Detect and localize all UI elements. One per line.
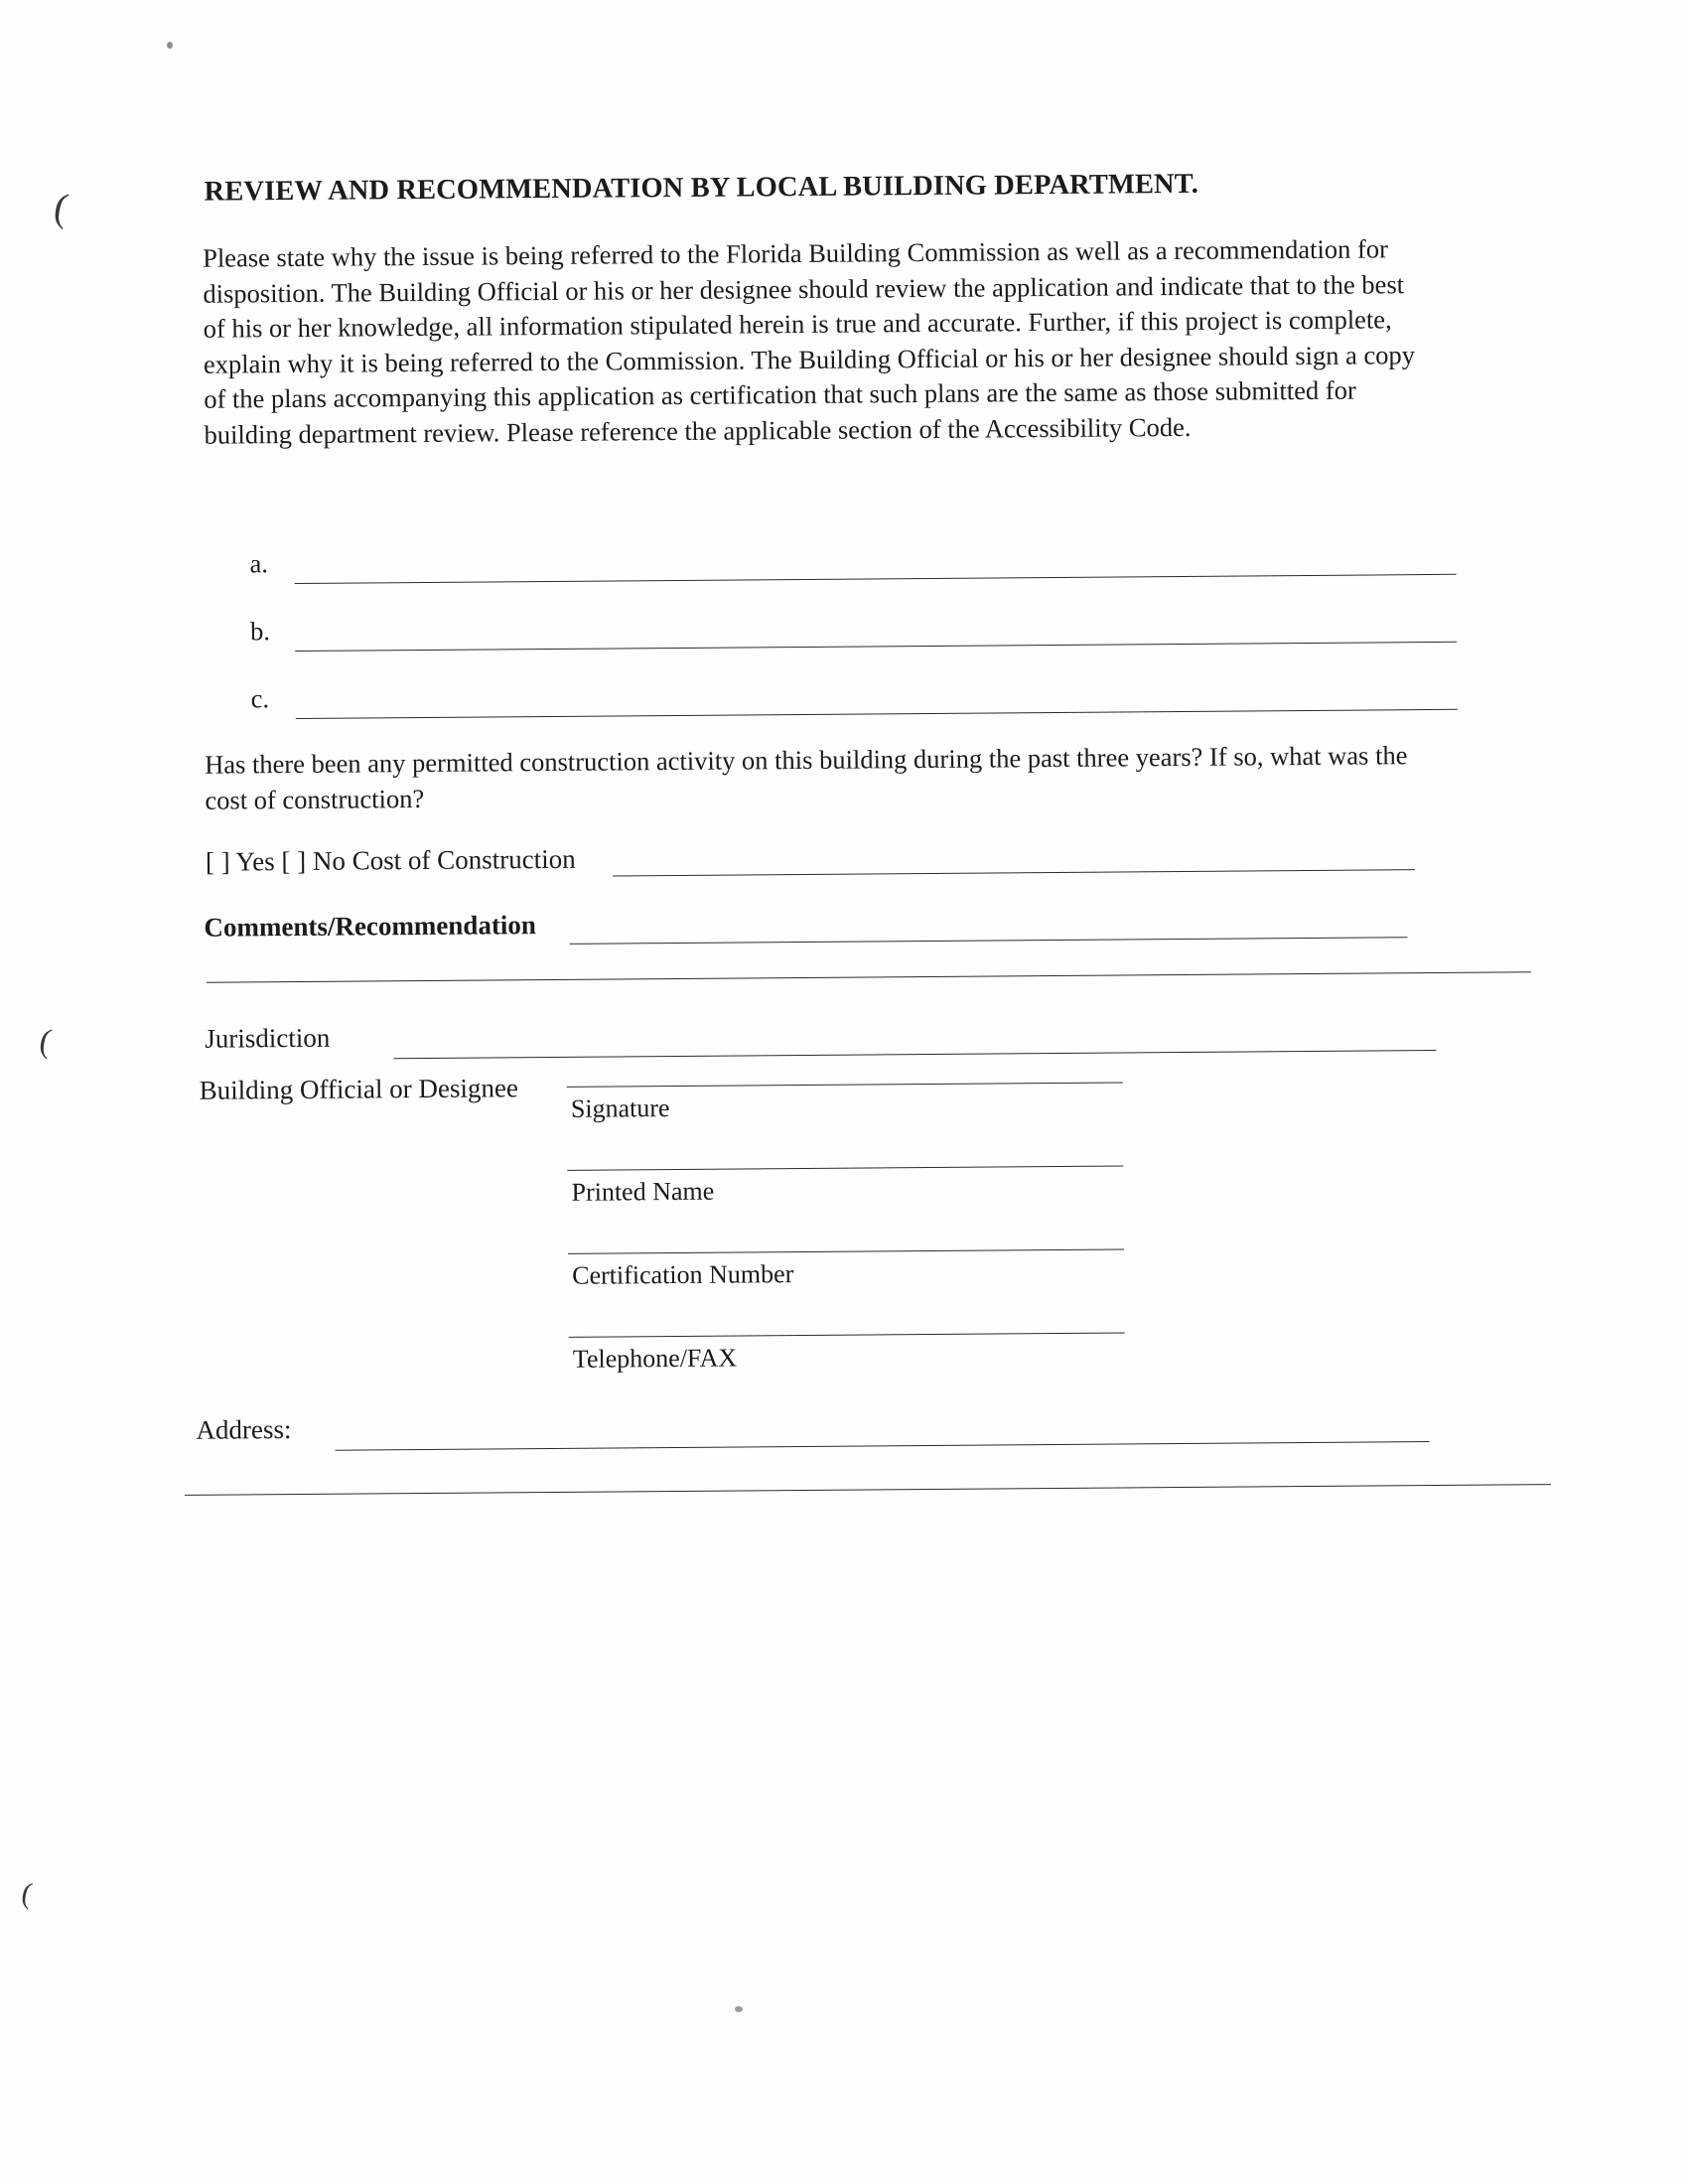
list-item (205, 539, 1456, 617)
reason-line-c[interactable] (296, 709, 1458, 719)
building-official-label: Building Official or Designee (199, 1073, 519, 1105)
jurisdiction-input[interactable] (393, 1050, 1436, 1059)
signature-caption: Signature (570, 1093, 670, 1123)
instructions-paragraph: Please state why the issue is being referred to the Florida Building Commission as well as a recommendation for disposition. The Building Official or his or her designee should review the application and indicate that to the best of his or her knowledge, all information stipulated herein is true and accurate. Further, if this project is complete, explain why it is being referred to the Commission. The Building Official or his or her designee should sign a copy of the plans accompanying this application as certification that such plans are the same as those submitted for building department review. Please reference the applicable section of the Accessibility Code. (203, 233, 1416, 450)
comments-input-line-1[interactable] (570, 937, 1408, 945)
reason-list (205, 539, 1458, 752)
page-title: REVIEW AND RECOMMENDATION BY LOCAL BUILDING DEPARTMENT. (204, 168, 1199, 208)
signature-input[interactable] (567, 1082, 1123, 1087)
list-item (206, 607, 1457, 684)
address-input-line-2[interactable] (185, 1484, 1551, 1496)
comments-row (204, 903, 1435, 958)
reason-line-b[interactable] (295, 642, 1457, 652)
address-input-line-1[interactable] (336, 1441, 1430, 1451)
margin-pen-mark: ( (51, 184, 72, 230)
construction-activity-question: Has there been any permitted construction activity on this building during the past three years? If so, what was the cost of construction? (205, 740, 1408, 815)
scan-speck (167, 42, 173, 49)
telephone-fax-input[interactable] (569, 1332, 1125, 1337)
printed-name-caption: Printed Name (571, 1176, 715, 1207)
certification-number-input[interactable] (568, 1248, 1124, 1253)
telephone-fax-caption: Telephone/FAX (572, 1343, 738, 1374)
printed-name-input[interactable] (567, 1165, 1123, 1170)
comments-label: Comments/Recommendation (204, 910, 537, 943)
telephone-fax-field (569, 1318, 1126, 1405)
address-label: Address: (196, 1414, 292, 1445)
list-item-label: b. (249, 616, 271, 647)
certification-number-field (568, 1235, 1125, 1322)
jurisdiction-label: Jurisdiction (205, 1022, 331, 1054)
address-row (196, 1405, 1447, 1463)
reason-line-a[interactable] (295, 574, 1457, 584)
cost-of-construction-input[interactable] (613, 869, 1415, 876)
certification-number-caption: Certification Number (572, 1259, 794, 1290)
list-item-label: a. (249, 548, 269, 579)
printed-name-field (567, 1151, 1124, 1238)
signature-field (567, 1068, 1124, 1155)
jurisdiction-row (205, 1014, 1446, 1072)
comments-input-line-2[interactable] (207, 971, 1531, 982)
form-body (144, 141, 1569, 2039)
list-item-label: c. (250, 683, 270, 714)
yes-no-checkboxes-label[interactable]: [ ] Yes [ ] No Cost of Construction (205, 843, 576, 877)
margin-pen-mark: ( (36, 1022, 55, 1061)
signature-block (567, 1068, 1126, 1405)
margin-pen-mark: ( (19, 1876, 35, 1911)
cost-of-construction-row (206, 837, 1437, 893)
